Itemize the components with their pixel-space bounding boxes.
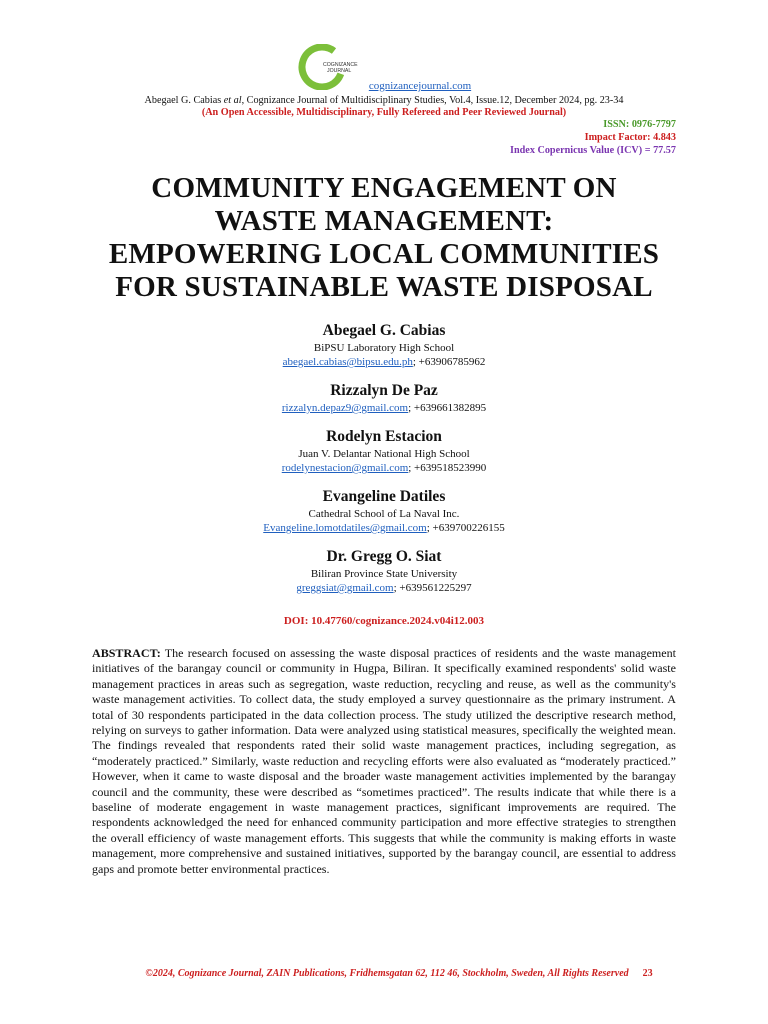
author-email-link[interactable]: abegael.cabias@bipsu.edu.ph	[282, 356, 413, 368]
author-affiliation: Cathedral School of La Naval Inc.	[308, 508, 460, 520]
impact-factor: Impact Factor: 4.843	[584, 132, 676, 143]
author-block	[0, 487, 768, 535]
author-contact	[0, 461, 768, 475]
logo-text-line2: JOURNAL	[327, 68, 352, 74]
author-affiliation: Biliran Province State University	[310, 568, 458, 580]
paper-title	[60, 172, 708, 304]
title-line-2: WASTE MANAGEMENT:	[214, 205, 554, 237]
author-phone: ; +639518523990	[408, 462, 487, 474]
doi-link[interactable]: DOI: 10.47760/cognizance.2024.v04i12.003	[283, 615, 485, 627]
author-block	[0, 381, 768, 415]
title-line-1: COMMUNITY ENGAGEMENT ON	[151, 172, 617, 204]
author-email-link[interactable]: Evangeline.lomotdatiles@gmail.com	[263, 522, 427, 534]
issn: ISSN: 0976-7797	[603, 119, 676, 130]
author-phone: ; +639661382895	[408, 402, 487, 414]
author-name: Rizzalyn De Paz	[330, 382, 438, 399]
citation-rest: , Cognizance Journal of Multidisciplinary Studies, Vol.4, Issue.12, December 2024, pg. 23-34	[241, 95, 624, 106]
author-contact	[0, 401, 768, 415]
author-list	[0, 321, 768, 607]
icv-value: Index Copernicus Value (ICV) = 77.57	[510, 145, 676, 156]
author-phone: ; +63906785962	[412, 356, 486, 368]
author-email-link[interactable]: greggsiat@gmail.com	[296, 582, 394, 594]
author-name: Dr. Gregg O. Siat	[326, 548, 442, 565]
citation-line	[0, 95, 768, 106]
abstract-paragraph	[92, 646, 676, 877]
author-block	[0, 547, 768, 595]
author-affiliation: Juan V. Delantar National High School	[298, 448, 470, 460]
footer-copyright: ©2024, Cognizance Journal, ZAIN Publications, Fridhemsgatan 62, 112 46, Stockholm, Sweden, All Rights Reserved	[145, 968, 629, 979]
author-block	[0, 321, 768, 369]
author-phone: ; +639700226155	[426, 522, 505, 534]
author-contact	[0, 521, 768, 535]
author-affiliation: BiPSU Laboratory High School	[313, 342, 455, 354]
author-email-link[interactable]: rizzalyn.depaz9@gmail.com	[281, 402, 409, 414]
page-number: 23	[642, 968, 653, 979]
author-block	[0, 427, 768, 475]
logo-text-line1: COGNIZANCE	[323, 62, 358, 68]
author-name: Abegael G. Cabias	[322, 322, 446, 339]
author-phone: ; +639561225297	[393, 582, 472, 594]
journal-url-link[interactable]: cognizancejournal.com	[368, 80, 472, 92]
author-contact	[0, 355, 768, 369]
page-footer	[0, 968, 768, 979]
abstract-text: The research focused on assessing the waste disposal practices of residents and the waste management initiatives of the barangay council or community in Hugpa, Biliran. It specifically examined respondents' solid waste management practices in areas such as segregation, waste reduction, recycling and reuse, as well as the community's waste management activities. To collect data, the study employed a survey questionnaire as the primary instrument. A total of 30 respondents participated in the data collection process. The study utilized the descriptive research method, relying on surveys to gather information. Data were analyzed using statistical measures, specifically the weighted mean. The findings revealed that respondents rated their solid waste management practices, including segregation, as “moderately practiced.” Similarly, waste reduction and recycling efforts were also evaluated as “moderately practiced.” However, when it came to waste disposal and the broader waste management activities implemented by the barangay council and the community, these were described as “sometimes practiced”. The results indicate that while there is a baseline of moderate engagement in waste management practices, significant improvements are required. The respondents acknowledged the need for enhanced community participation and more effective strategies to strengthen the overall efficiency of waste management efforts. This suggests that while the community is making efforts in waste management, more comprehensive and sustained initiatives, supported by the barangay council, are essential to address gaps and promote better environmental practices.	[92, 646, 676, 876]
citation-prefix: Abegael G. Cabias	[144, 95, 224, 106]
title-line-3: EMPOWERING LOCAL COMMUNITIES	[108, 238, 660, 270]
author-name: Rodelyn Estacion	[326, 428, 442, 445]
author-email-link[interactable]: rodelynestacion@gmail.com	[281, 462, 409, 474]
title-line-4: FOR SUSTAINABLE WASTE DISPOSAL	[115, 271, 653, 303]
citation-etal: et al	[223, 95, 242, 106]
abstract-label: ABSTRACT:	[92, 646, 161, 660]
author-name: Evangeline Datiles	[322, 488, 446, 505]
author-contact	[0, 581, 768, 595]
open-access-note: (An Open Accessible, Multidisciplinary, Fully Refereed and Peer Reviewed Journal)	[201, 107, 567, 118]
